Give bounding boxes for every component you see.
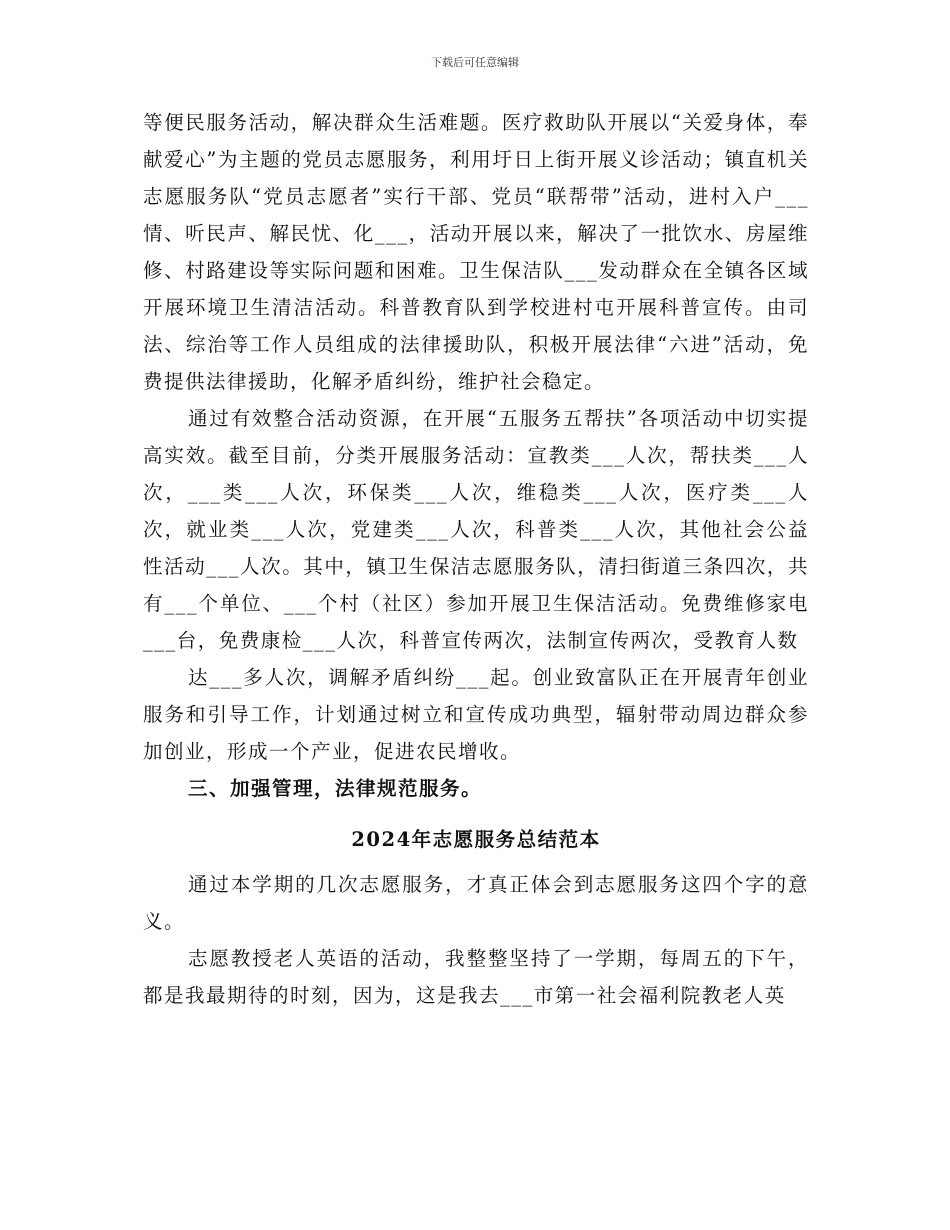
section-heading-3: 三、加强管理，法律规范服务。: [188, 777, 483, 800]
document-body: [143, 104, 809, 1014]
paragraph-3: 达___多人次，调解矛盾纠纷___起。创业致富队正在开展青年创业服务和引导工作，计划通过树立和宣传成功典型，辐射带动周边群众参加创业，形成一个产业，促进农民增收。: [143, 666, 809, 763]
page-header: 下载后可任意编辑: [431, 56, 519, 69]
paragraph-2: 通过有效整合活动资源，在开展“五服务五帮扶”各项活动中切实提高实效。截至目前，分类开展服务活动：宣教类___人次，帮扶类___人次，___类___人次，环保类___人次，维稳类___人次，医疗类___人次，就业类___人次，党建类___人次，科普类___人次，其他社会公益性活动___人次。其中，镇卫生保洁志愿服务队，清扫街道三条四次，共有___个单位、___个村（社区）参加开展卫生保洁活动。免费维修家电___台，免费康检___人次，科普宣传两次，法制宣传两次，受教育人数: [143, 407, 809, 652]
paragraph-5: 志愿教授老人英语的活动，我整整坚持了一学期，每周五的下午，都是我最期待的时刻，因为，这是我去___市第一社会福利院教老人英: [143, 947, 809, 1007]
document-title: 2024年志愿服务总结范本: [351, 828, 601, 851]
paragraph-1: 等便民服务活动，解决群众生活难题。医疗救助队开展以“关爱身体，奉献爱心”为主题的党员志愿服务，利用圩日上街开展义诊活动；镇直机关志愿服务队“党员志愿者”实行干部、党员“联帮带”活动，进村入户___情、听民声、解民忧、化___，活动开展以来，解决了一批饮水、房屋维修、村路建设等实际问题和困难。卫生保洁队___发动群众在全镇各区域开展环境卫生清洁活动。科普教育队到学校进村屯开展科普宣传。由司法、综治等工作人员组成的法律援助队，积极开展法律“六进”活动，免费提供法律援助，化解矛盾纠纷，维护社会稳定。: [143, 111, 809, 393]
paragraph-4: 通过本学期的几次志愿服务，才真正体会到志愿服务这四个字的意义。: [143, 873, 809, 933]
